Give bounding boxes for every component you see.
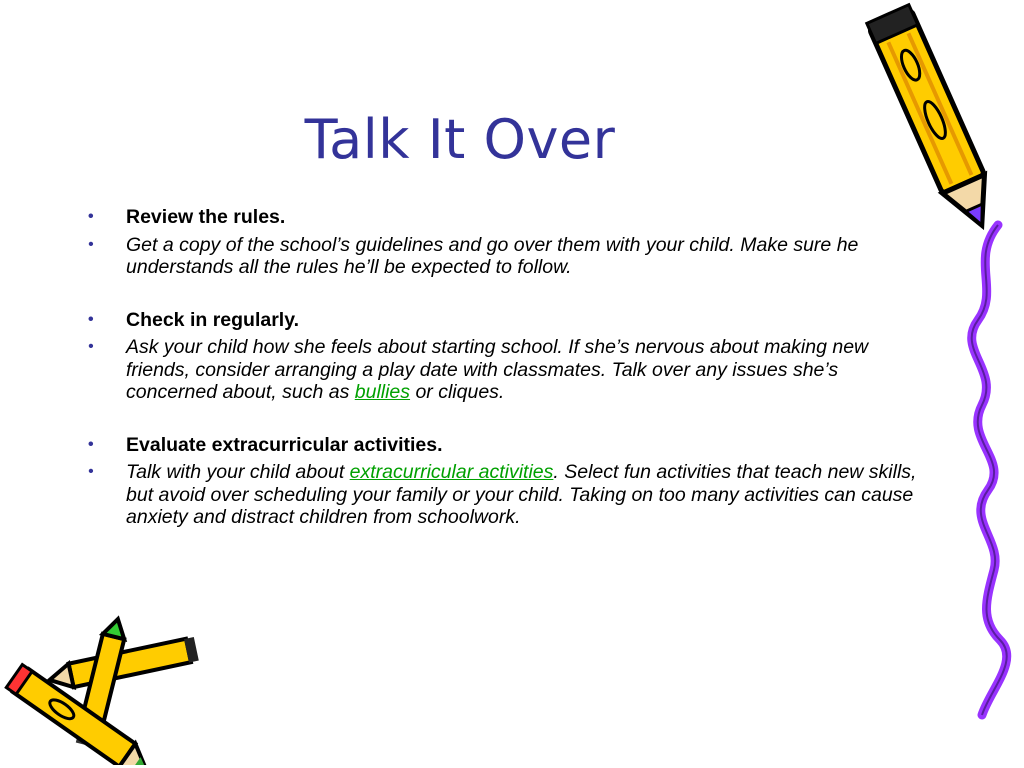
heading-text: Evaluate extracurricular activities. xyxy=(126,433,443,456)
bullet-body-extracurricular xyxy=(88,461,918,529)
bullet-icon: • xyxy=(88,463,94,480)
body-text: Talk with your child about xyxy=(126,461,350,483)
slide-title: Talk It Over xyxy=(304,108,616,171)
bullet-icon: • xyxy=(88,208,94,225)
bullies-link[interactable]: bullies xyxy=(354,381,411,403)
crossed-pencils-clipart-icon xyxy=(0,615,210,765)
body-text-after: . Select fun activities that teach new skills, but avoid over scheduling your family or your child. Taking on too many activities can cause anxiety and distract children from schoolwork. xyxy=(126,461,917,528)
bullet-heading-review-rules xyxy=(88,206,918,229)
bullet-heading-extracurricular xyxy=(88,434,918,457)
bullet-icon: • xyxy=(88,435,94,453)
bullet-body-check-in xyxy=(88,336,918,404)
bullet-icon: • xyxy=(88,310,94,328)
bullet-icon: • xyxy=(88,338,94,355)
bullet-heading-check-in xyxy=(88,309,918,332)
heading-text: Review the rules. xyxy=(126,206,286,228)
extracurricular-activities-link[interactable]: extracurricular activities xyxy=(349,461,554,483)
bullet-list xyxy=(88,206,918,529)
pencil-clipart-icon xyxy=(860,0,1010,245)
squiggle-decoration-icon xyxy=(960,220,1020,720)
body-text-after: or cliques. xyxy=(410,381,505,403)
body-text: Get a copy of the school’s guidelines and go over them with your child. Make sure he understands all the rules he’ll be expected to follow. xyxy=(126,233,859,278)
bullet-body-review-rules xyxy=(88,234,918,279)
heading-text: Check in regularly. xyxy=(126,308,300,331)
body-text: Ask your child how she feels about starting school. If she’s nervous about making new friends, consider arranging a play date with classmates. Talk over any issues she’s concerned about, such as xyxy=(126,336,869,403)
bullet-icon: • xyxy=(88,235,94,253)
